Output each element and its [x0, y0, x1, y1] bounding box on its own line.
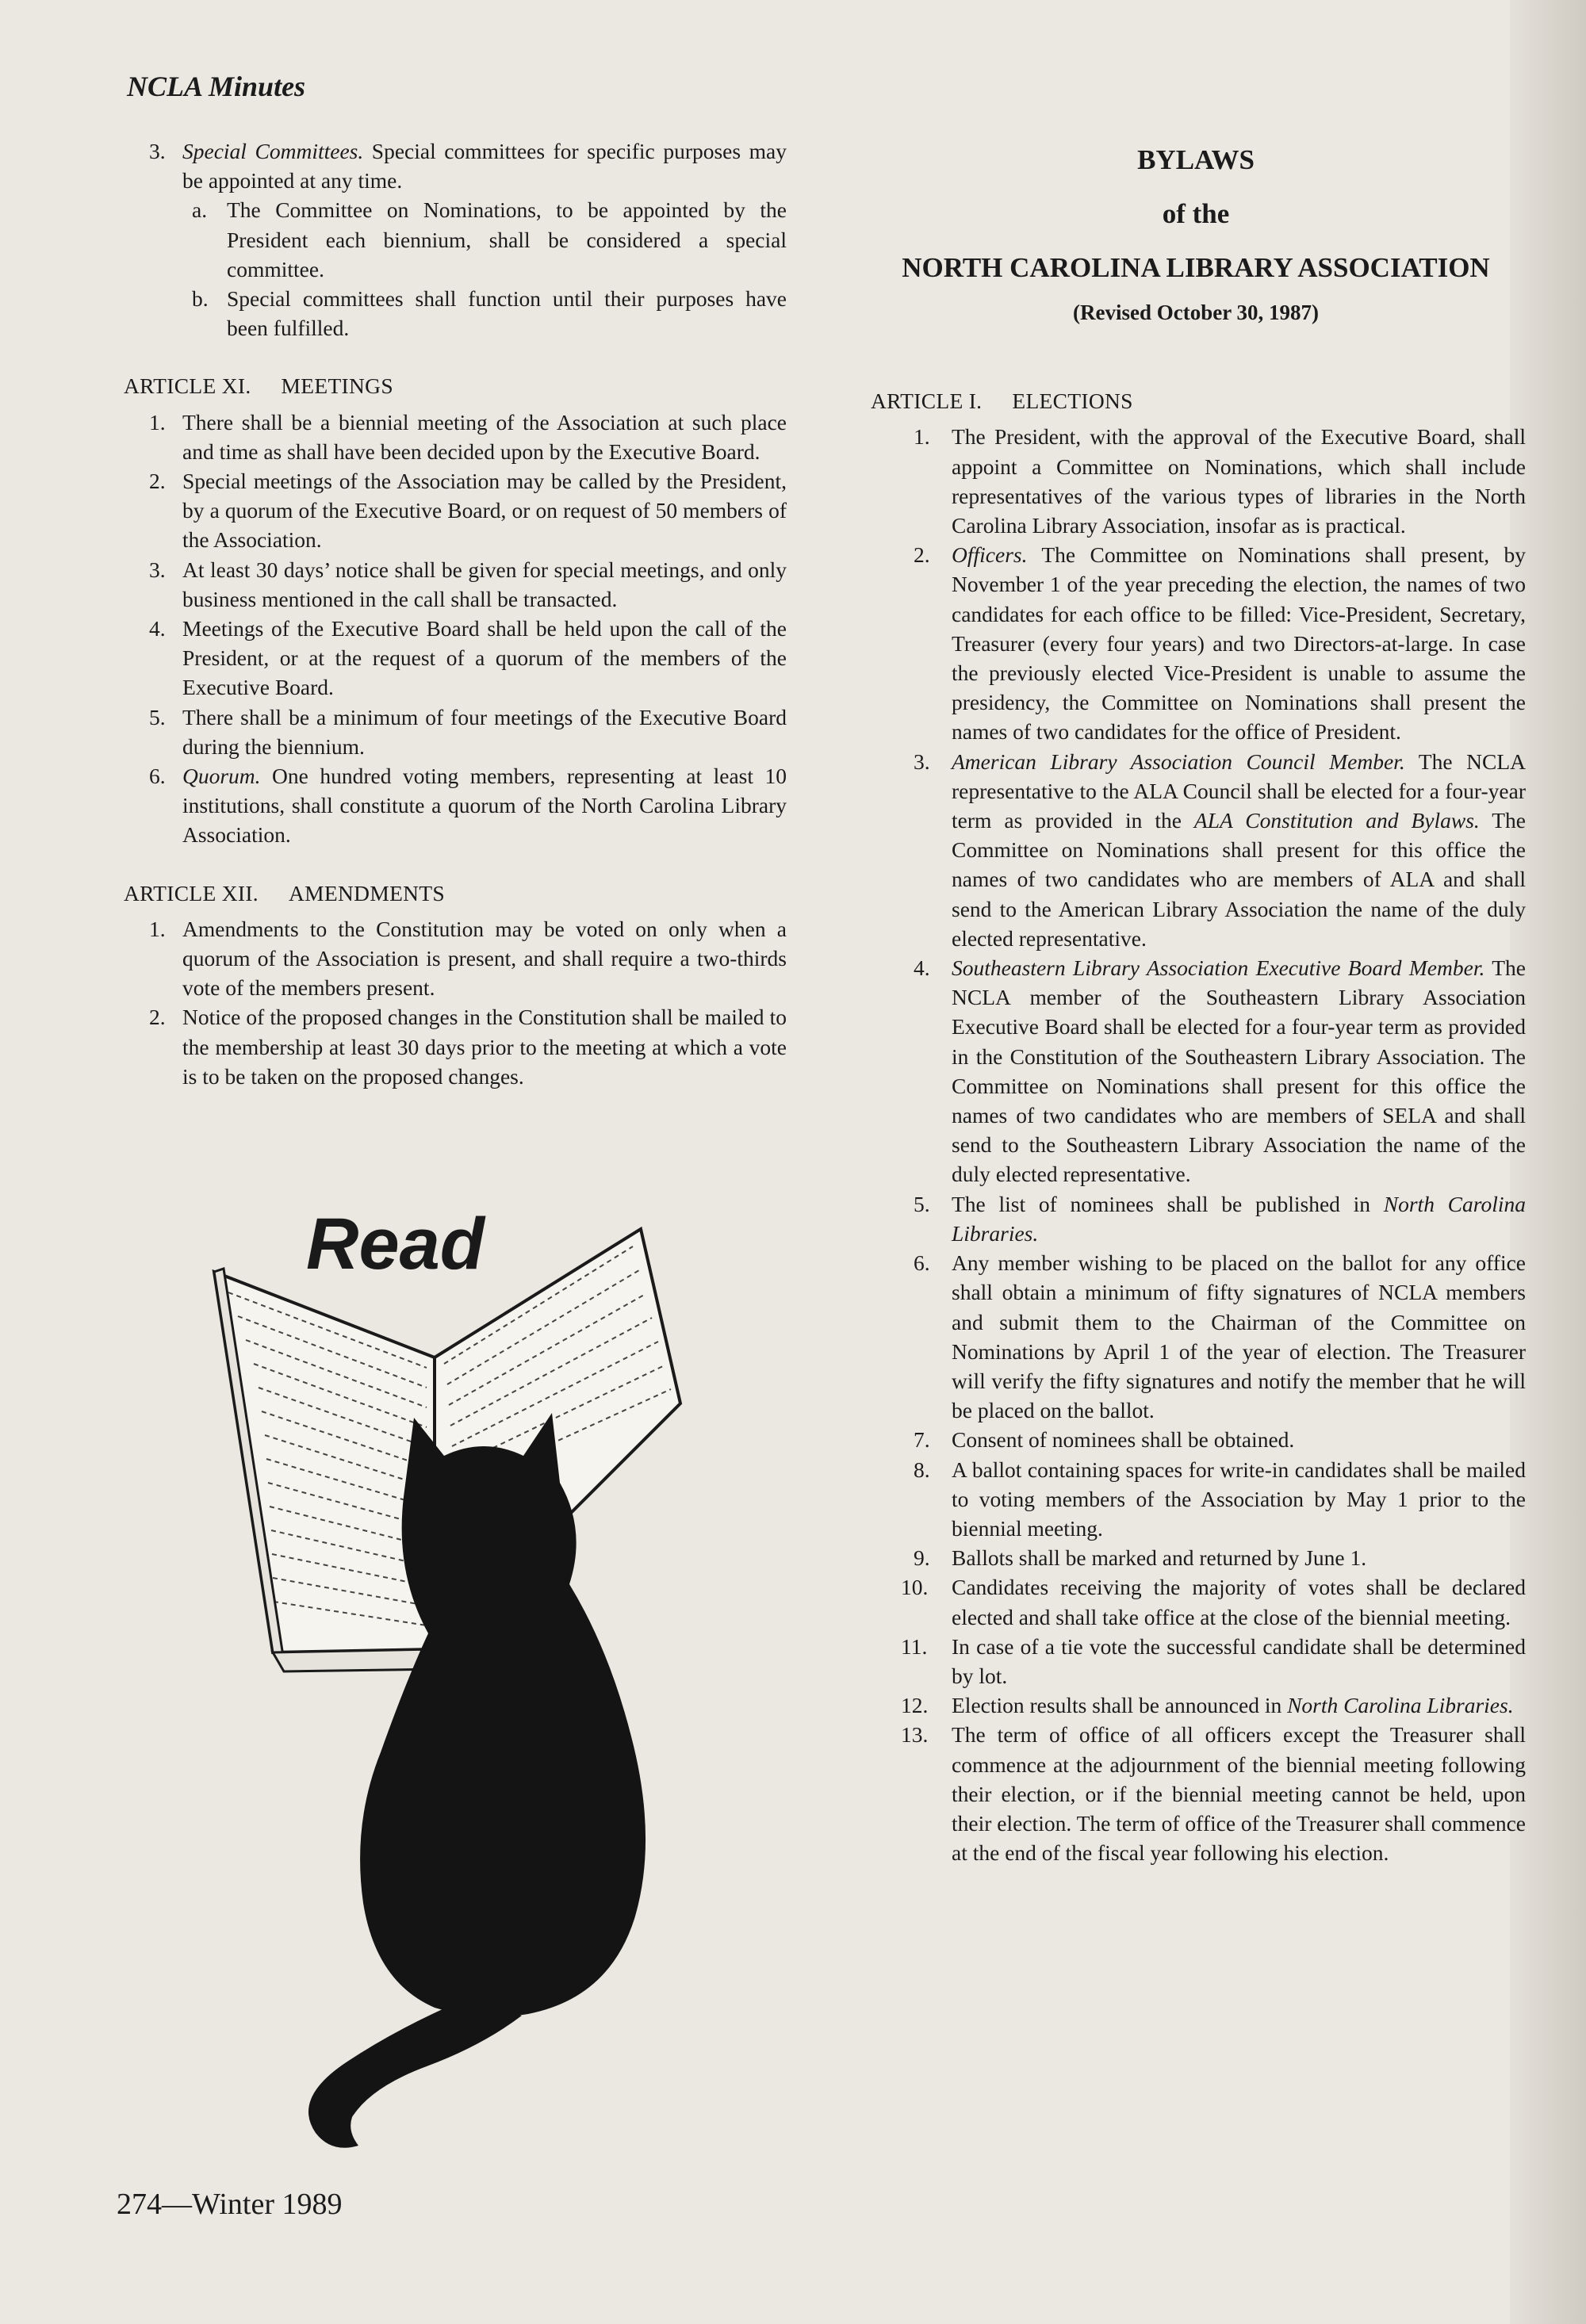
title-line: NORTH CAROLINA LIBRARY ASSOCIATION — [902, 252, 1490, 283]
item-title: Officers. — [952, 542, 1028, 568]
subitem-marker: b. — [192, 286, 209, 312]
item-text: The list of nominees shall be published in — [952, 1191, 1384, 1216]
list-item — [866, 1632, 1526, 1690]
item-text: The term of office of all officers except the Treasurer shall commence at the adjournment of the biennial meeting following their election, or if the biennial meeting cannot be held, upon their election. The term of office of the Treasurer shall commence at the end of the fiscal year following his election. — [952, 1722, 1526, 1866]
article-label: ARTICLE I. — [871, 389, 983, 414]
list-item — [866, 1543, 1526, 1572]
article-xii-heading — [124, 879, 787, 908]
list-item — [119, 555, 787, 614]
item-number: 2. — [149, 1005, 166, 1030]
item-text: At least 30 days’ notice shall be given for special meetings, and only business mentioned in the call shall be transacted. — [182, 557, 787, 611]
item-text: Special meetings of the Association may be called by the President, by a quorum of the Executive Board, or on request of 50 members of the Association. — [182, 469, 787, 553]
item-title: Southeastern Library Association Executive Board Member. — [952, 955, 1485, 981]
item-text: Ballots shall be marked and returned by June 1. — [952, 1545, 1367, 1571]
item-reference: North Carolina Libraries. — [1287, 1693, 1514, 1718]
list-item — [866, 1425, 1526, 1454]
running-head: NCLA Minutes — [127, 71, 306, 102]
article-title: MEETINGS — [281, 373, 393, 399]
subitem-text: Special committees shall function until their purposes have been fulfilled. — [227, 286, 787, 341]
item-text: The Committee on Nominations shall present for this office the names of two candidates who are members of ALA and shall send to the American Library Association the name of the duly elected representative. — [952, 808, 1527, 951]
list-item — [866, 1690, 1526, 1720]
item-number: 1. — [149, 916, 166, 941]
item-text: Any member wishing to be placed on the ballot for any office shall obtain a minimum of fifty signatures of NCLA members and submit them to the Chairman of the Committee on Nominations by April 1 of the year of election. The Treasurer will verify the fifty signatures and notify the member that he will be placed on the ballot. — [952, 1250, 1526, 1423]
item-text: Amendments to the Constitution may be voted on only when a quorum of the Association is present, and shall require a two-thirds vote of the members present. — [182, 916, 787, 1001]
list-item — [866, 1455, 1526, 1544]
title-line: BYLAWS — [1137, 144, 1255, 175]
item-title: Quorum. — [182, 764, 261, 789]
list-item — [119, 408, 787, 466]
item-number: 1. — [149, 409, 166, 435]
list-item-quorum — [119, 761, 787, 850]
item-text: The NCLA representative to the ALA Council shall be elected for a four-year term as provided in the — [952, 749, 1527, 833]
item-reference: ALA Constitution and Bylaws. — [1193, 808, 1480, 833]
special-committees-section — [119, 136, 787, 195]
list-item — [119, 1002, 787, 1091]
list-item — [866, 1720, 1526, 1867]
list-item — [119, 914, 787, 1003]
subitem-marker: a. — [192, 197, 208, 223]
item-text: Election results shall be announced in — [952, 1693, 1288, 1718]
article-title: AMENDMENTS — [288, 880, 446, 905]
article-label: ARTICLE XII. — [124, 880, 259, 905]
item-title: Special Committees. — [182, 139, 364, 163]
article-label: ARTICLE XI. — [124, 373, 251, 399]
item-number: 6. — [149, 764, 166, 789]
item-number: 3. — [149, 139, 166, 163]
item-number: 11. — [901, 1633, 928, 1659]
list-item — [119, 703, 787, 761]
item-number: 7. — [914, 1427, 930, 1453]
item-number: 10. — [901, 1575, 929, 1600]
list-item — [866, 422, 1526, 540]
item-text: There shall be a biennial meeting of the Association at such place and time as shall have been decided upon by the Executive Board. — [182, 409, 787, 464]
list-item — [866, 1248, 1526, 1425]
read-caption: Read — [306, 1205, 485, 1285]
article-i-heading — [871, 386, 1526, 415]
item-text: A ballot containing spaces for write-in candidates shall be mailed to voting members of the Association by May 1 prior to the biennial meeting. — [952, 1457, 1526, 1541]
item-text: Consent of nominees shall be obtained. — [952, 1427, 1295, 1453]
item-number: 6. — [914, 1250, 930, 1276]
item-text: Notice of the proposed changes in the Constitution shall be mailed to the membership at least 30 days prior to the meeting at which a vote is to be taken on the proposed changes. — [182, 1005, 787, 1089]
right-column — [866, 133, 1526, 1867]
subitem-text: The Committee on Nominations, to be appointed by the President each biennium, shall be considered a special committee. — [227, 197, 787, 281]
item-text: The NCLA member of the Southeastern Library Association Executive Board shall be elected for a four-year term as provided in the Constitution of the Southeastern Library Association. The Committee on Nominations shall present for this office the names of two candidates who are members of SELA and shall send to the Southeastern Library Association the name of the duly elected representative. — [952, 955, 1526, 1187]
item-number: 5. — [914, 1191, 930, 1216]
item-number: 4. — [149, 616, 166, 641]
item-text: The Committee on Nominations shall present, by November 1 of the year preceding the election, the names of two candidates for each office to be filled: Vice-President, Secretary, Treasurer (every four years) and two Directors-at-large. In case the previously elected Vice-President is unable to assume the presidency, the Committee on Nominations shall present the names of two candidates for the office of President. — [952, 542, 1526, 745]
item-text: Candidates receiving the majority of votes shall be declared elected and shall take office at the close of the biennial meeting. — [952, 1575, 1526, 1629]
item-number: 5. — [149, 704, 166, 729]
item-number: 1. — [914, 424, 930, 450]
title-line: of the — [1162, 198, 1230, 229]
list-item — [866, 1189, 1526, 1248]
item-text: In case of a tie vote the successful candidate shall be determined by lot. — [952, 1633, 1526, 1688]
list-item-sela-board — [866, 953, 1526, 1189]
item-number: 12. — [901, 1693, 929, 1718]
item-text: One hundred voting members, representing at least 10 institutions, shall constitute a quorum of the North Carolina Library Association. — [182, 764, 787, 848]
bylaws-title — [866, 133, 1526, 295]
item-number: 8. — [914, 1457, 930, 1482]
item-number: 3. — [914, 749, 930, 774]
article-xi-heading — [124, 371, 787, 400]
item-text: Meetings of the Executive Board shall be held upon the call of the President, or at the request of a quorum of the members of the Executive Board. — [182, 616, 787, 700]
item-text: Special committees for specific purposes may be appointed at any time. — [182, 139, 787, 193]
subitem-b — [119, 284, 787, 343]
item-text: The President, with the approval of the Executive Board, shall appoint a Committee on Nominations, which shall include representatives of the various types of libraries in the North Carolina Library Association, insofar as is practical. — [952, 424, 1526, 538]
item-number: 4. — [914, 955, 930, 981]
item-number: 13. — [901, 1722, 929, 1748]
list-item — [866, 1572, 1526, 1631]
revised-date: (Revised October 30, 1987) — [1073, 301, 1319, 324]
item-number: 2. — [914, 542, 930, 568]
subitem-a — [119, 195, 787, 284]
list-item — [119, 614, 787, 703]
item-title: American Library Association Council Member. — [952, 749, 1405, 774]
article-title: ELECTIONS — [1012, 389, 1133, 414]
read-cat-illustration — [197, 1205, 752, 2157]
list-item — [119, 466, 787, 555]
page-footer: 274—Winter 1989 — [117, 2188, 343, 2221]
item-reference: North Carolina Libraries. — [952, 1191, 1526, 1246]
item-number: 2. — [149, 469, 166, 494]
list-item-officers — [866, 540, 1526, 746]
item-number: 9. — [914, 1545, 930, 1571]
left-column — [119, 136, 787, 1091]
item-number: 3. — [149, 557, 166, 582]
list-item-ala-council — [866, 747, 1526, 953]
item-text: There shall be a minimum of four meetings of the Executive Board during the biennium. — [182, 704, 787, 759]
